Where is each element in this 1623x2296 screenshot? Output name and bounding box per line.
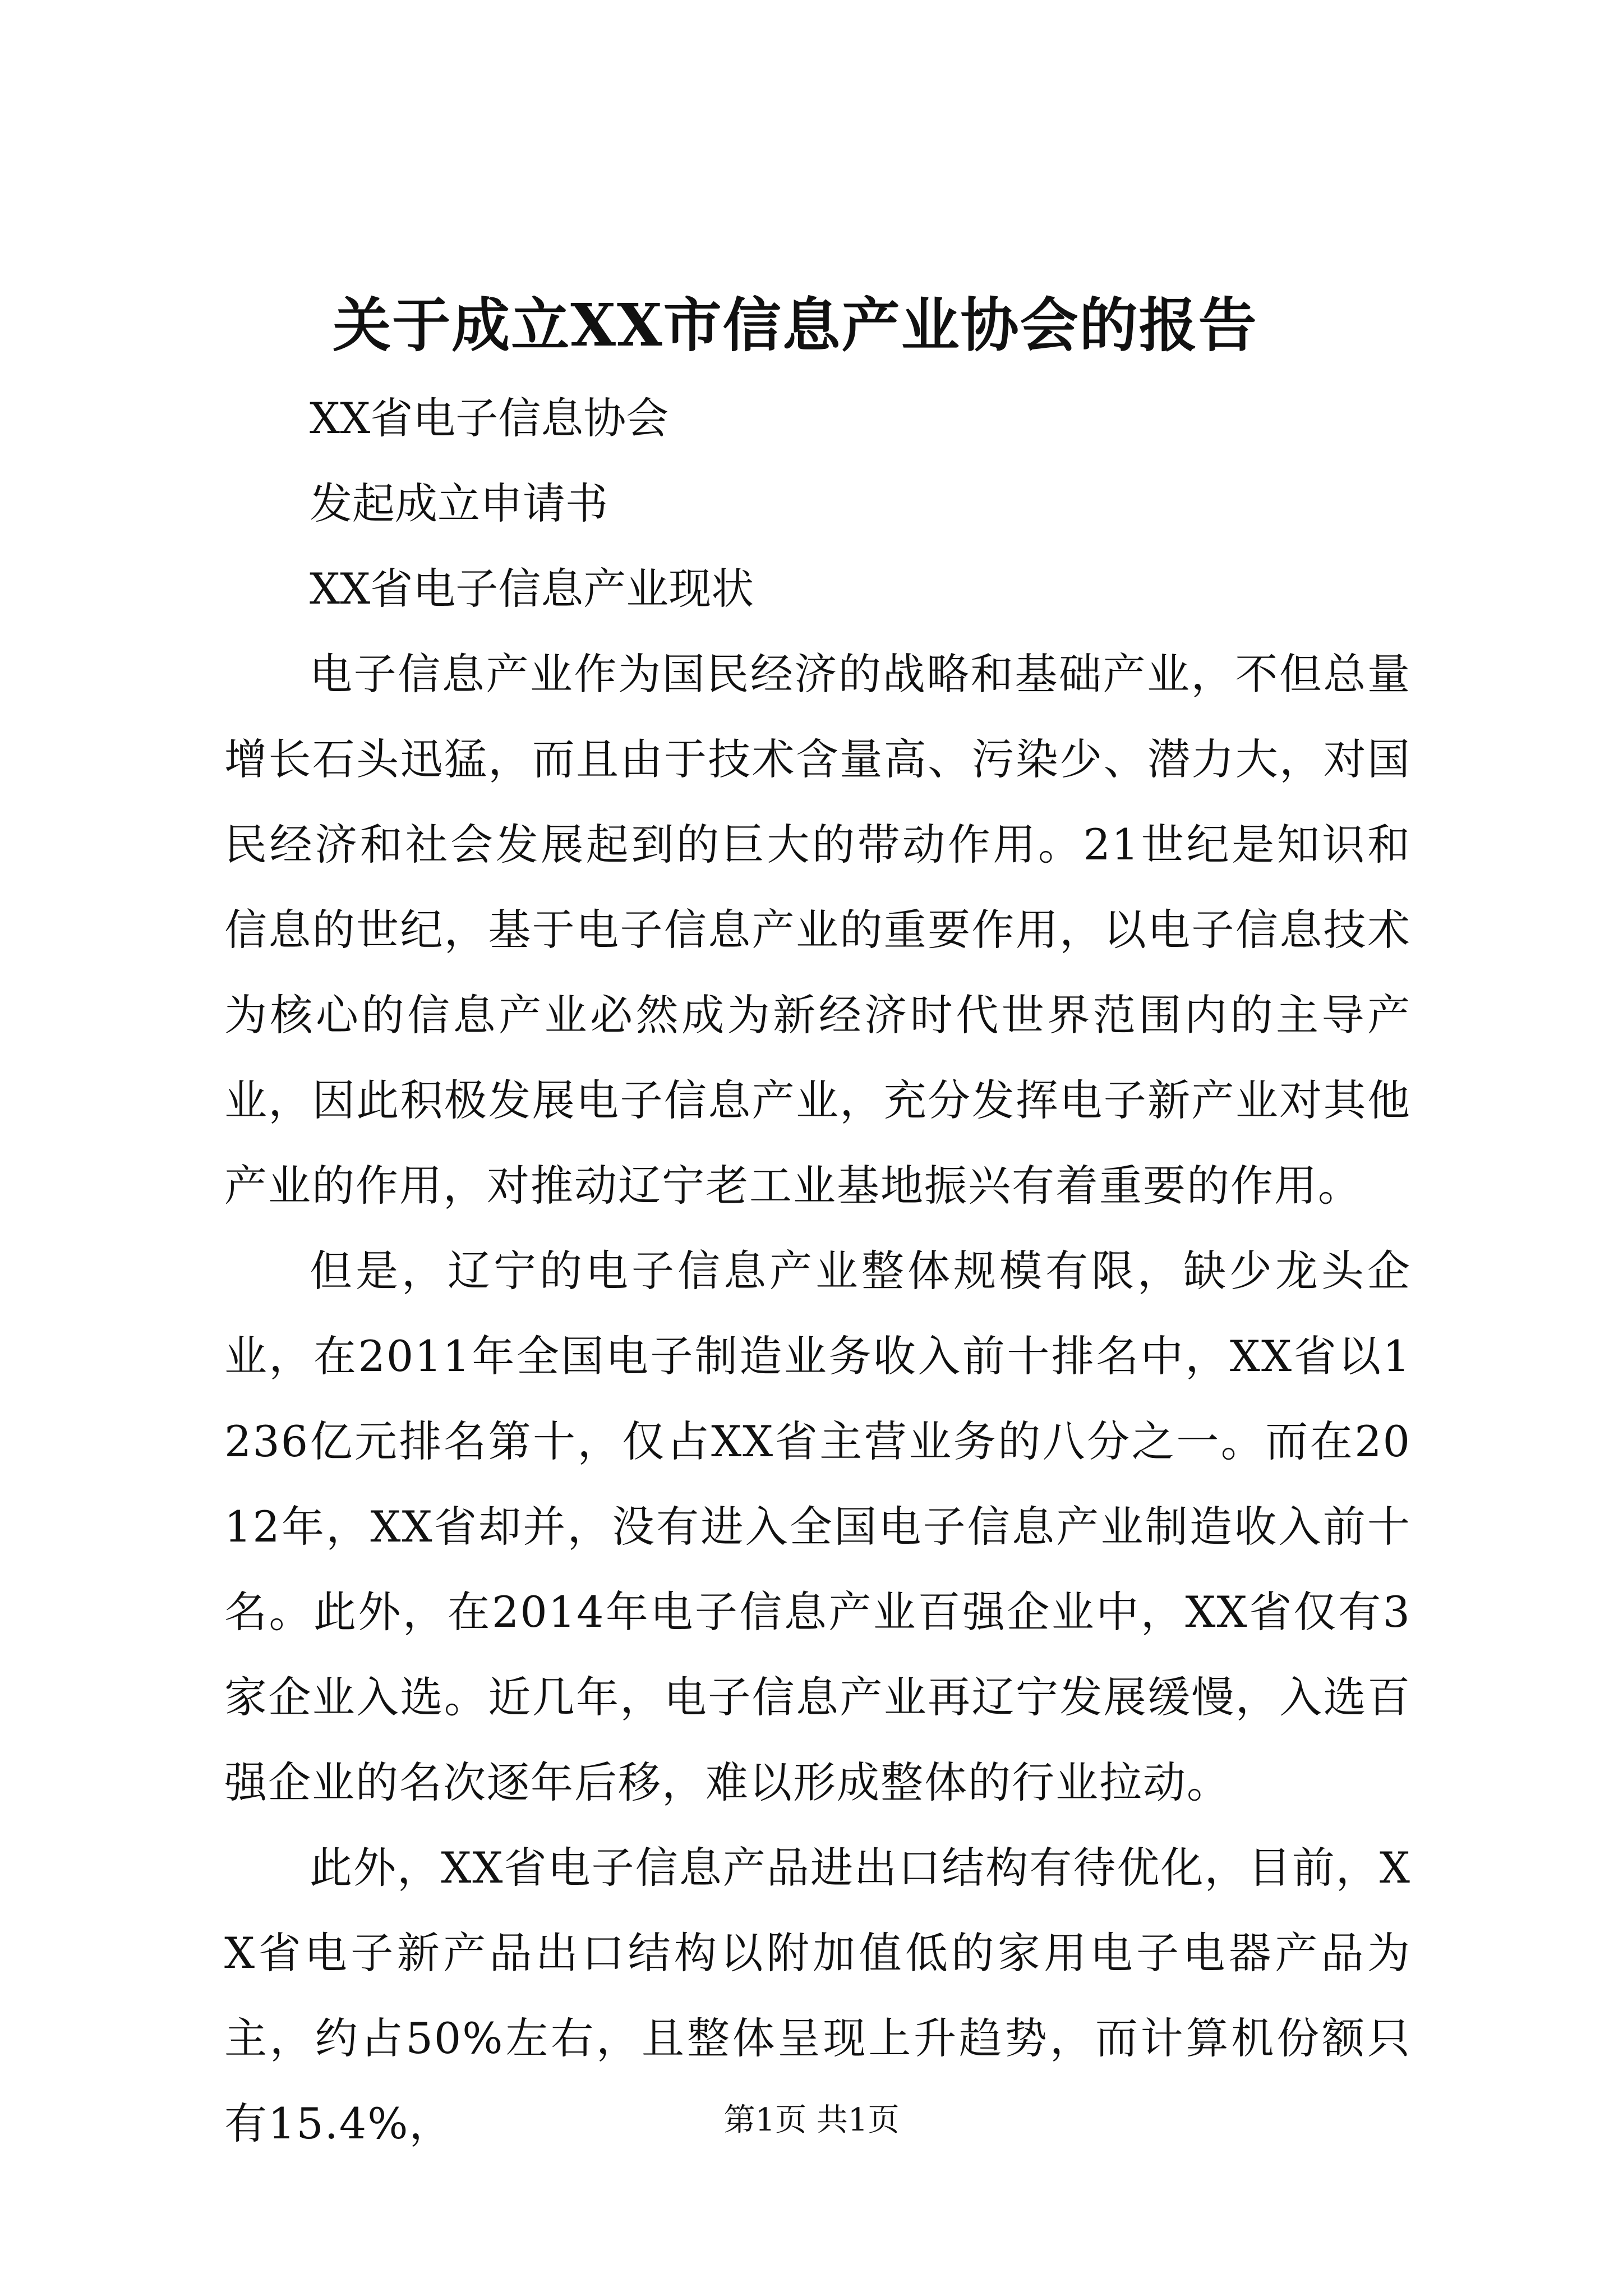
sender-line: XX省电子信息协会 [310,393,669,443]
paragraph-export-structure: 此外，XX省电子信息产品进出口结构有待优化，目前，XX省电子新产品出口结构以附加值低的家用电子电器产品为主，约占50%左右，且整体呈现上升趋势，而计算机份额只有15.4%， [224,1843,1411,2148]
section-heading: XX省电子信息产业现状 [310,564,754,614]
document-body [224,280,1411,2166]
document-title: 关于成立XX市信息产业协会的报告 [333,291,1258,360]
paragraph-industry-overview: 电子信息产业作为国民经济的战略和基础产业，不但总量增长石头迅猛，而且由于技术含量高、污染少、潜力大，对国民经济和社会发展起到的巨大的带动作用。21世纪是知识和信息的世纪，基于电子信息产业的重要作用，以电子信息技术为核心的信息产业必然成为新经济时代世界范围内的主导产业，因此积极发展电子信息产业，充分发挥电子新产业对其他产业的作用，对推动辽宁老工业基地振兴有着重要的作用。 [224,649,1411,1211]
page-footer: 第1页 共1页 [723,2102,900,2138]
application-line: 发起成立申请书 [310,478,608,528]
paragraph-scale-limits: 但是，辽宁的电子信息产业整体规模有限，缺少龙头企业，在2011年全国电子制造业务收入前十排名中，XX省以1236亿元排名第十，仅占XX省主营业务的八分之一。而在2012年，XX省却并，没有进入全国电子信息产业制造收入前十名。此外，在2014年电子信息产业百强企业中，XX省仅有3家企业入选。近几年，电子信息产业再辽宁发展缓慢，入选百强企业的名次逐年后移，难以形成整体的行业拉动。 [224,1246,1411,1807]
